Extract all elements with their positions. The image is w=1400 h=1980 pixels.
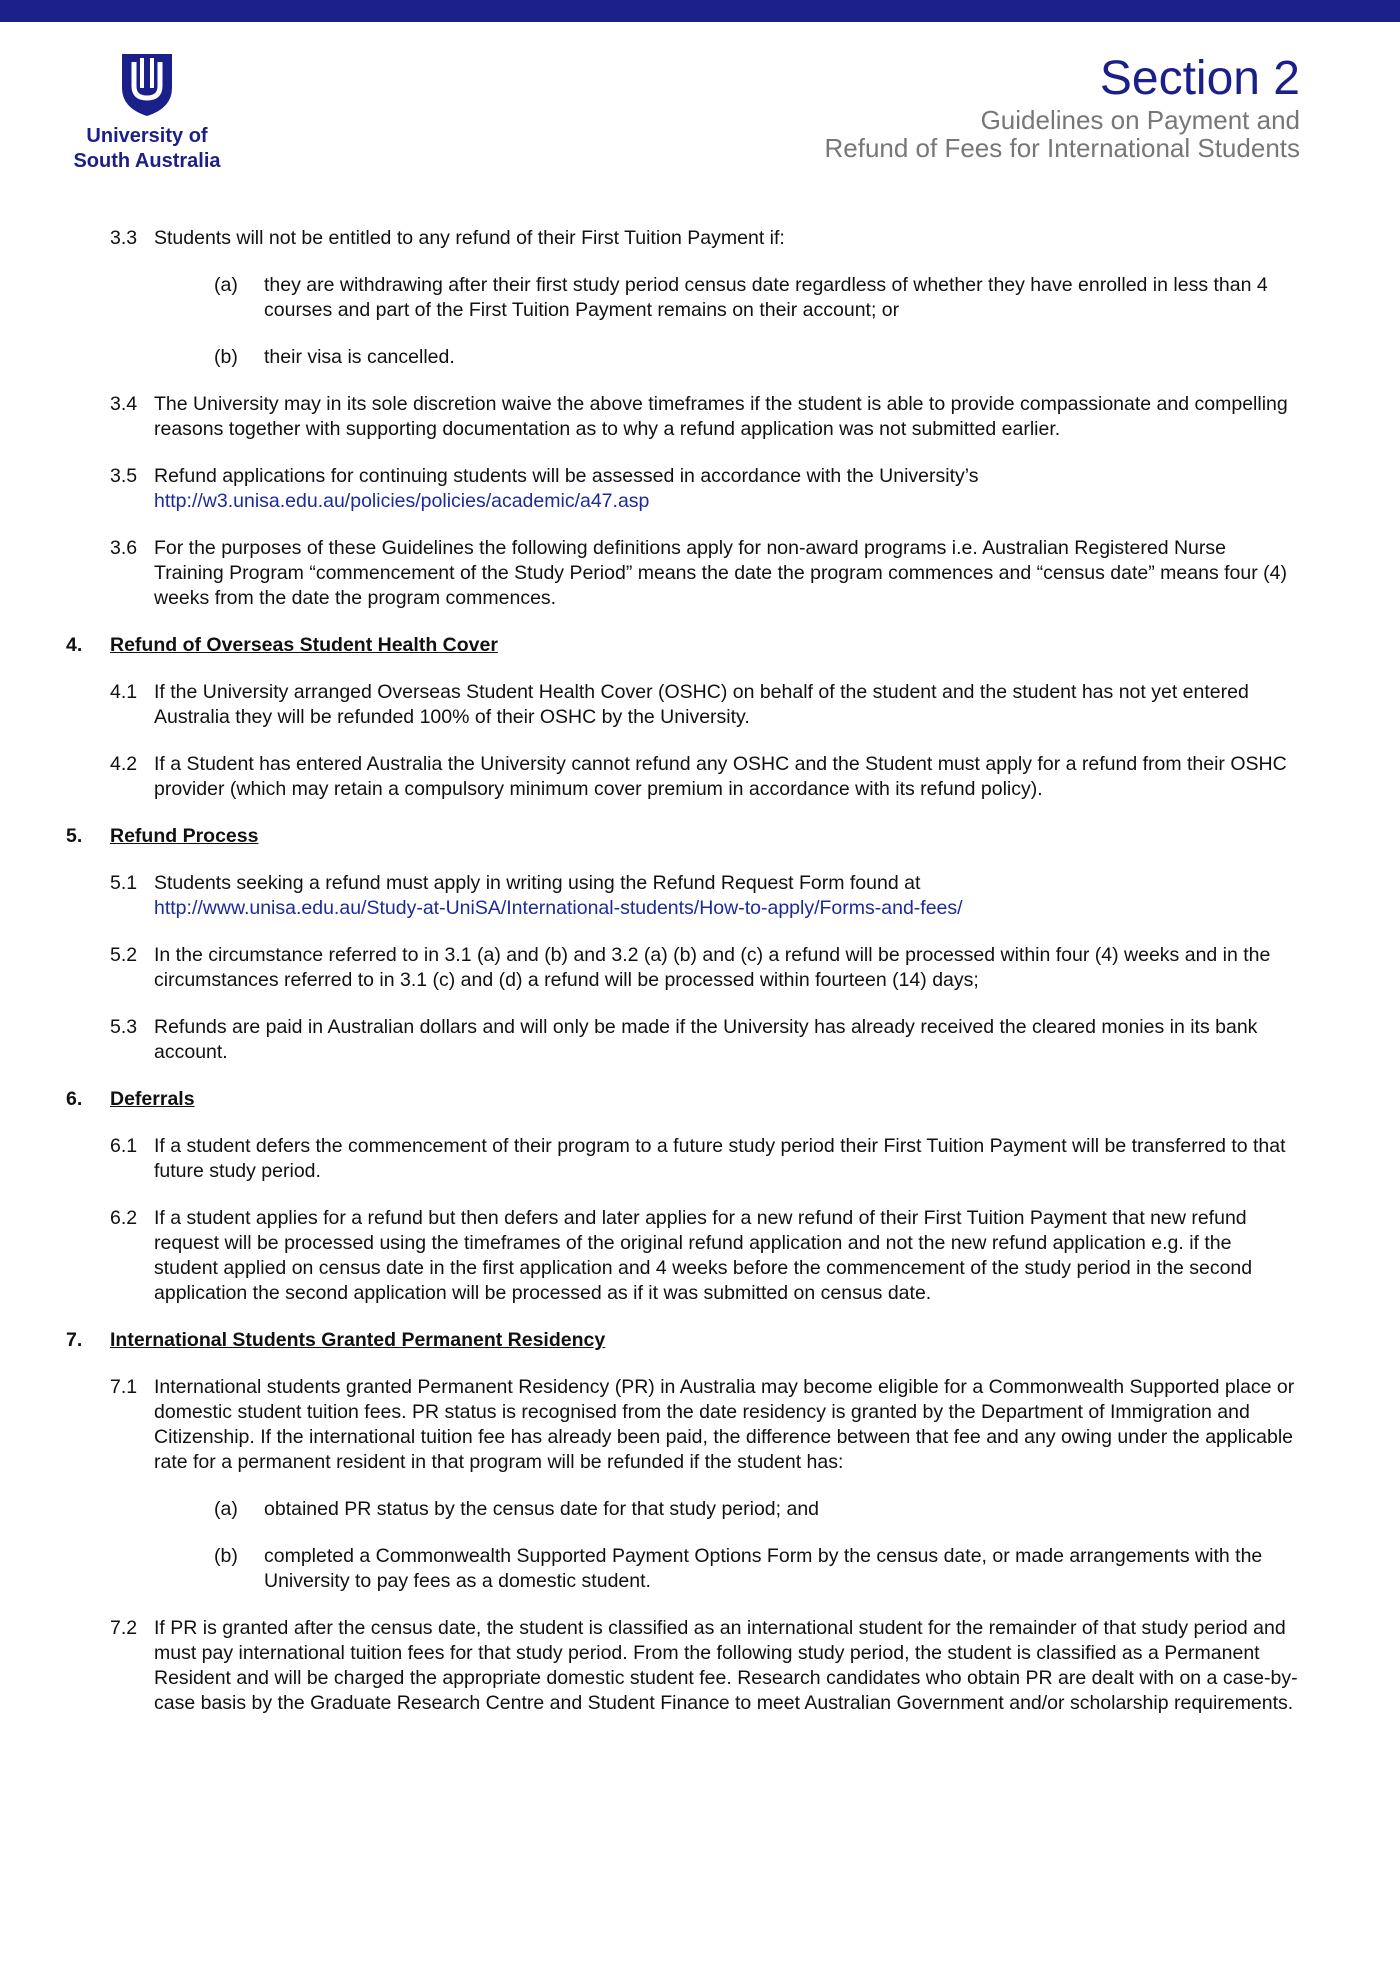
clause-3-6: [64, 536, 1300, 611]
clause-7-1: [64, 1375, 1300, 1475]
sub-clause-text: completed a Commonwealth Supported Payment Options Form by the census date, or made arrangements with the University to pay fees as a domestic student.: [264, 1545, 1263, 1592]
clause-text: If a Student has entered Australia the University cannot refund any OSHC and the Student must apply for a refund from their OSHC provider (which may retain a compulsory minimum cover premium in accordance with its refund policy).: [154, 753, 1287, 800]
clause-text: The University may in its sole discretion waive the above timeframes if the student is able to provide compassionate and compelling reasons together with supporting documentation as to why a refund application was not submitted earlier.: [154, 393, 1288, 440]
clause-number: 4.2: [110, 753, 138, 775]
clause-number: 3.3: [110, 227, 138, 249]
heading-number: 6.: [66, 1088, 83, 1110]
clause-7-1-b: [150, 1544, 1300, 1594]
clause-text: If a student applies for a refund but then defers and later applies for a new refund of their First Tuition Payment that new refund request will be processed using the timeframes of the original refund application and not the new refund application e.g. if the student applied on census date in the first application and 4 weeks before the commencement of the study period in the second application the second application will be processed as if it was submitted on census date.: [154, 1207, 1253, 1304]
section-title: Section 2: [1099, 52, 1300, 105]
document-body: [64, 226, 1300, 1738]
clause-number: 4.1: [110, 681, 138, 703]
clause-text: In the circumstance referred to in 3.1 (a) and (b) and 3.2 (a) (b) and (c) a refund will be processed within four (4) weeks and in the circumstances referred to in 3.1 (c) and (d) a refund will be processed within fourteen (14) days;: [154, 944, 1271, 991]
clause-text: International students granted Permanent Residency (PR) in Australia may become eligible for a Commonwealth Supported place or domestic student tuition fees. PR status is recognised from the date residency is granted by the Department of Immigration and Citizenship. If the international tuition fee has already been paid, the difference between that fee and any owing under the applicable rate for a permanent resident in that program will be refunded if the student has:: [154, 1376, 1295, 1473]
section-header: [824, 52, 1300, 162]
clause-text: If the University arranged Overseas Student Health Cover (OSHC) on behalf of the student and the student has not yet entered Australia they will be refunded 100% of their OSHC by the University.: [154, 681, 1249, 728]
clause-text: If a student defers the commencement of their program to a future study period their First Tuition Payment will be transferred to that future study period.: [154, 1135, 1286, 1182]
heading-number: 7.: [66, 1329, 83, 1351]
sub-clause-text: obtained PR status by the census date for that study period; and: [264, 1498, 820, 1520]
clause-text: Students will not be entitled to any refund of their First Tuition Payment if:: [154, 227, 785, 249]
sub-clause-label: (a): [214, 274, 238, 296]
clause-number: 5.2: [110, 944, 138, 966]
heading-number: 4.: [66, 634, 83, 656]
logo-line-1: University of: [86, 125, 208, 147]
clause-3-3-b: [150, 345, 1300, 370]
clause-text: Refunds are paid in Australian dollars and will only be made if the University has already received the cleared monies in its bank account.: [154, 1016, 1258, 1063]
clause-5-1: [64, 871, 1300, 921]
clause-number: 3.4: [110, 393, 138, 415]
clause-number: 6.1: [110, 1135, 138, 1157]
clause-3-3-a: [150, 273, 1300, 323]
clause-4-1: [64, 680, 1300, 730]
clause-number: 6.2: [110, 1207, 138, 1229]
heading-text: Deferrals: [110, 1088, 195, 1110]
section-6-heading: [64, 1087, 1300, 1112]
clause-text: For the purposes of these Guidelines the following definitions apply for non-award programs i.e. Australian Registered Nurse Training Program “commencement of the Study Period” means the date the program commences and “census date” means four (4) weeks from the date the program commences.: [154, 537, 1287, 609]
sub-clause-label: (b): [214, 1545, 238, 1567]
clause-3-4: [64, 392, 1300, 442]
section-5-heading: [64, 824, 1300, 849]
clause-text: If PR is granted after the census date, the student is classified as an international student for the remainder of that study period and must pay international tuition fees for that study period. From the following study period, the student is classified as a Permanent Resident and will be charged the appropriate domestic student fee. Research candidates who obtain PR are dealt with on a case-by-case basis by the Graduate Research Centre and Student Finance to meet Australian Government and/or scholarship requirements.: [154, 1617, 1298, 1714]
clause-5-2: [64, 943, 1300, 993]
clause-text: Students seeking a refund must apply in writing using the Refund Request Form found at: [154, 872, 921, 894]
clause-number: 5.3: [110, 1016, 138, 1038]
sub-clause-label: (a): [214, 1498, 238, 1520]
section-subtitle-line-2: Refund of Fees for International Students: [824, 133, 1300, 163]
clause-6-2: [64, 1206, 1300, 1306]
clause-3-5: [64, 464, 1300, 514]
sub-clause-text: they are withdrawing after their first study period census date regardless of whether they have enrolled in less than 4 courses and part of the First Tuition Payment remains on their account; or: [264, 274, 1268, 321]
heading-text: Refund of Overseas Student Health Cover: [110, 634, 498, 656]
logo-line-2: South Australia: [73, 150, 221, 172]
sub-clause-label: (b): [214, 346, 238, 368]
section-subtitle-line-1: Guidelines on Payment and: [980, 105, 1300, 135]
unisa-crest-icon: [118, 52, 176, 118]
clause-7-2: [64, 1616, 1300, 1716]
logo-wordmark: [62, 124, 232, 174]
clause-3-3: [64, 226, 1300, 251]
university-logo[interactable]: [62, 52, 232, 174]
clause-number: 5.1: [110, 872, 138, 894]
clause-number: 7.2: [110, 1617, 138, 1639]
refund-form-link[interactable]: http://www.unisa.edu.au/Study-at-UniSA/International-students/How-to-apply/Forms-and-fees/: [154, 897, 963, 919]
section-4-heading: [64, 633, 1300, 658]
clause-number: 3.6: [110, 537, 138, 559]
heading-text: Refund Process: [110, 825, 259, 847]
clause-6-1: [64, 1134, 1300, 1184]
section-7-heading: [64, 1328, 1300, 1353]
top-color-bar: [0, 0, 1400, 22]
heading-number: 5.: [66, 825, 83, 847]
clause-7-1-a: [150, 1497, 1300, 1522]
clause-text: Refund applications for continuing students will be assessed in accordance with the University’s: [154, 465, 979, 487]
clause-5-3: [64, 1015, 1300, 1065]
clause-4-2: [64, 752, 1300, 802]
clause-number: 3.5: [110, 465, 138, 487]
sub-clause-text: their visa is cancelled.: [264, 346, 455, 368]
heading-text: International Students Granted Permanent Residency: [110, 1329, 606, 1351]
clause-number: 7.1: [110, 1376, 138, 1398]
policy-link[interactable]: http://w3.unisa.edu.au/policies/policies/academic/a47.asp: [154, 490, 650, 512]
